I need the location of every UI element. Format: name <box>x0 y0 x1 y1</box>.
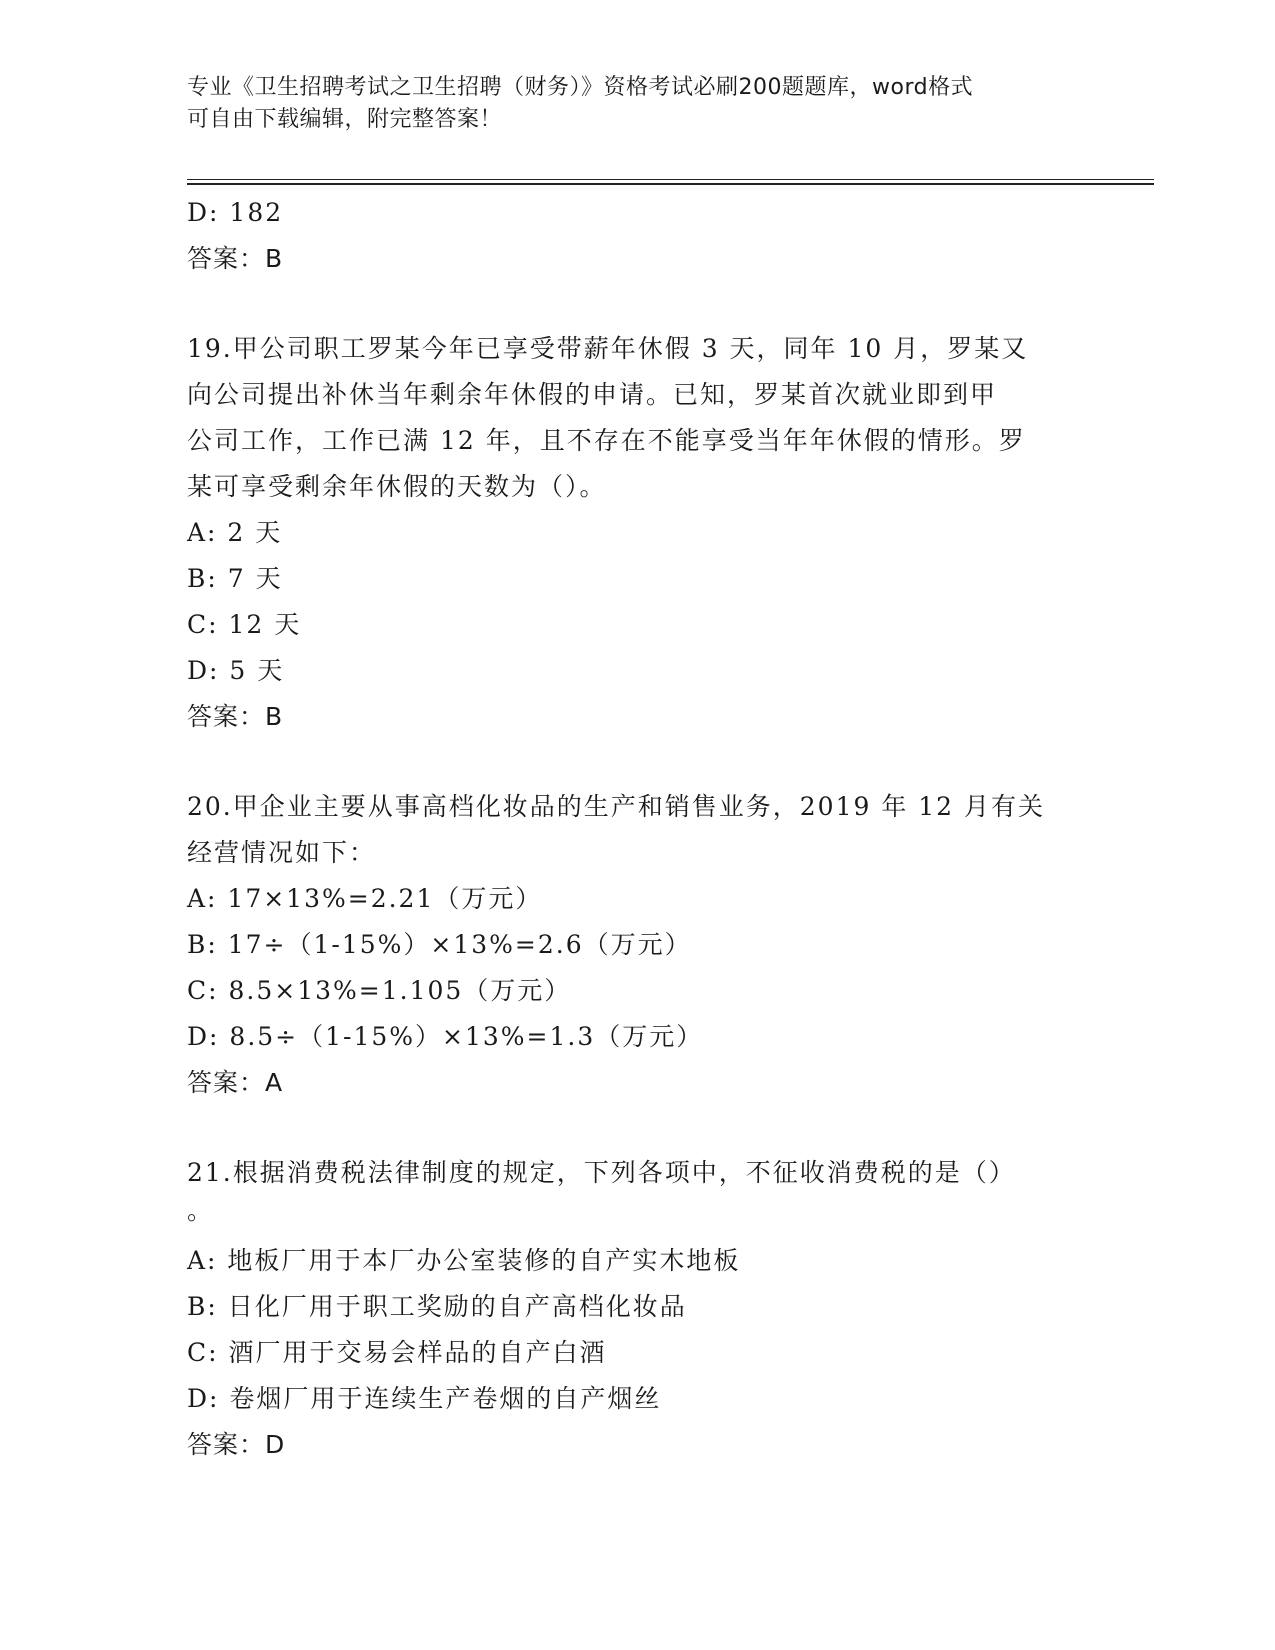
q19-stem-line-3: 公司工作，工作已满 12 年，且不存在不能享受当年年休假的情形。罗 <box>187 426 1026 455</box>
question-21 <box>187 1150 1087 1468</box>
question-content <box>187 190 1087 1468</box>
q19-answer: 答案：B <box>187 702 284 731</box>
q20-option-c: C: 8.5×13%=1.105（万元） <box>187 976 572 1005</box>
q21-option-c: C: 酒厂用于交易会样品的自产白酒 <box>187 1338 607 1367</box>
q19-option-a: A: 2 天 <box>187 518 283 547</box>
spacer <box>187 740 1087 784</box>
spacer <box>187 282 1087 326</box>
q19-option-d: D: 5 天 <box>187 656 285 685</box>
q19-stem-line-2: 向公司提出补休当年剩余年休假的申请。已知，罗某首次就业即到甲 <box>187 380 998 409</box>
header-title-line-1: 专业《卫生招聘考试之卫生招聘（财务）》资格考试必刷200题题库，word格式 <box>187 75 974 100</box>
q19-option-b: B: 7 天 <box>187 564 283 593</box>
q20-option-a: A: 17×13%=2.21（万元） <box>187 884 543 913</box>
header-title-line-2: 可自由下载编辑，附完整答案！ <box>187 107 503 132</box>
q21-option-b: B: 日化厂用于职工奖励的自产高档化妆品 <box>187 1292 687 1321</box>
q20-answer: 答案：A <box>187 1068 284 1097</box>
q21-stem-line-2: 。 <box>187 1196 215 1225</box>
header-divider-thin <box>187 179 1154 180</box>
q21-stem-line-1: 21.根据消费税法律制度的规定，下列各项中，不征收消费税的是（） <box>187 1158 1016 1187</box>
q21-answer: 答案：D <box>187 1430 286 1459</box>
header-divider-thick <box>187 183 1154 185</box>
question-19 <box>187 326 1087 740</box>
q20-option-b: B: 17÷（1-15%）×13%=2.6（万元） <box>187 930 692 959</box>
document-header <box>187 72 1067 136</box>
spacer <box>187 1106 1087 1150</box>
q19-option-c: C: 12 天 <box>187 610 302 639</box>
q20-option-d: D: 8.5÷（1-15%）×13%=1.3（万元） <box>187 1022 704 1051</box>
q19-stem-line-4: 某可享受剩余年休假的天数为（）。 <box>187 472 607 501</box>
prev-option-d: D: 182 <box>187 198 284 227</box>
q20-stem-line-2: 经营情况如下： <box>187 838 377 867</box>
q19-stem-line-1: 19.甲公司职工罗某今年已享受带薪年休假 3 天，同年 10 月，罗某又 <box>187 334 1029 363</box>
q20-stem-line-1: 20.甲企业主要从事高档化妆品的生产和销售业务，2019 年 12 月有关 <box>187 792 1046 821</box>
prev-answer: 答案：B <box>187 244 284 273</box>
q21-option-a: A: 地板厂用于本厂办公室装修的自产实木地板 <box>187 1246 741 1275</box>
q21-option-d: D: 卷烟厂用于连续生产卷烟的自产烟丝 <box>187 1384 662 1413</box>
question-20 <box>187 784 1087 1106</box>
